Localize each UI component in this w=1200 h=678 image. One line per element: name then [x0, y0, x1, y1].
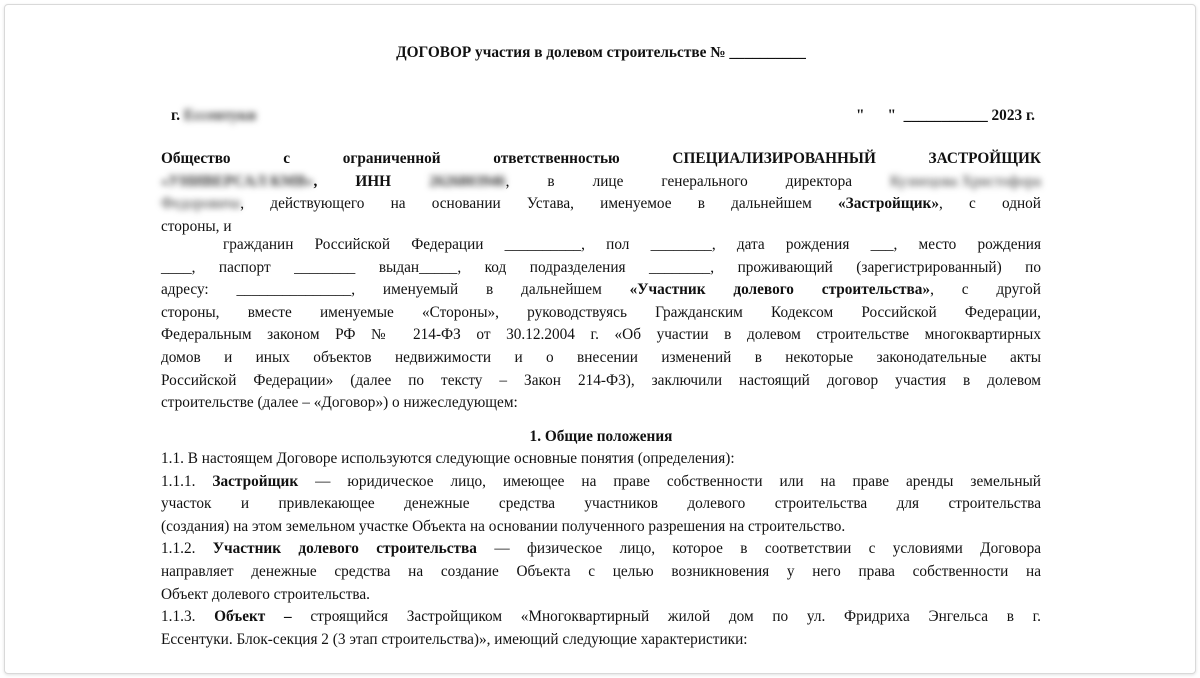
party-line-2: ____, паспорт ________ выдан_____, код подразделения ________, проживающий (зарегистрированный) по — [161, 258, 1041, 276]
document-frame — [4, 4, 1196, 674]
term-developer: «Застройщик» — [838, 195, 940, 213]
party-line-1: гражданин Российской Федерации __________, пол ________, дата рождения ___, место рождения — [223, 236, 1041, 253]
term-participant: «Участник долевого строительства» — [629, 281, 931, 299]
section-1-title: 1. Общие положения — [529, 428, 673, 445]
city — [171, 105, 256, 128]
party-line-5: Федеральным законом РФ № 214-ФЗ от 30.12.2004 г. «Об участии в долевом строительстве многоквартирных — [161, 326, 1041, 344]
clause-1-1: 1.1. В настоящем Договоре используются следующие основные понятия (определения): — [161, 450, 735, 467]
intro-line-4: стороны, и — [161, 217, 232, 235]
intro-line-2: «УНИВЕРСАЛ КМВ», ИНН 2626803946, в лице генерального директора Кузнецова Христофора — [161, 171, 1041, 194]
clause-1-1-1-line-2: участок и привлекающее денежные средства участников долевого строительства для строительства — [161, 495, 1041, 513]
clause-1-1-1-line-1: 1.1.1. Застройщик — юридическое лицо, имеющее на праве собственности или на праве аренды земельный — [161, 472, 1041, 490]
inn-blurred: 2626803946 — [429, 172, 506, 190]
party-line-6: домов и иных объектов недвижимости и о внесении изменений в некоторые законодательные акты — [161, 348, 1041, 366]
intro-line-3: Федоровича, действующего на основании Устава, именуемое в дальнейшем «Застройщик», с одной — [161, 193, 1041, 216]
clause-1-1-3-line-1: 1.1.3. Объект – строящийся Застройщиком «Многоквартирный жилой дом по ул. Фридриха Энгельса в г. — [161, 608, 1041, 626]
director-name-blurred: Кузнецова Христофора — [890, 172, 1042, 190]
document-title: ДОГОВОР участия в долевом строительстве № __________ — [396, 44, 806, 61]
party-line-3: адресу: _______________, именуемый в дальнейшем «Участник долевого строительства», с другой — [161, 281, 1041, 299]
party-line-8: строительстве (далее – «Договор») о нижеследующем: — [161, 394, 518, 412]
clause-1-1-2-line-3: Объект долевого строительства. — [161, 585, 371, 603]
clause-1-1-2-line-1: 1.1.2. Участник долевого строительства — физическое лицо, которое в соответствии с условиями Договора — [161, 540, 1042, 558]
contract-date: " " ___________ 2023 г. — [856, 107, 1035, 124]
company-name-blurred: «УНИВЕРСАЛ КМВ» — [161, 172, 314, 190]
party-paragraph — [161, 234, 1041, 415]
director-patronymic-blurred: Федоровича — [161, 195, 241, 213]
clause-1-1-1-line-3: (создания) на этом земельном участке Объекта на основании полученного разрешения на строительство. — [161, 517, 846, 535]
city-name-blurred: Ессентуки — [183, 107, 257, 124]
party-line-4: стороны, вместе именуемые «Стороны», руководствуясь Гражданским Кодексом Российской Федерации, — [161, 303, 1041, 321]
party-line-7: Российской Федерации» (далее по тексту – Закон 214-ФЗ), заключили настоящий договор участия в долевом — [161, 371, 1041, 389]
section-1-body — [161, 448, 1041, 651]
clause-1-1-3-line-2: Ессентуки. Блок-секция 2 (3 этап строительства)», имеющий следующие характеристики: — [161, 630, 748, 648]
city-prefix: г. — [171, 107, 181, 124]
clause-1-1-2-line-2: направляет денежные средства на создание Объекта с целью возникновения у него права собственности на — [161, 562, 1041, 580]
intro-line-1: Общество с ограниченной ответственностью СПЕЦИАЛИЗИРОВАННЫЙ ЗАСТРОЙЩИК — [161, 150, 1041, 167]
intro-paragraph — [161, 148, 1041, 238]
